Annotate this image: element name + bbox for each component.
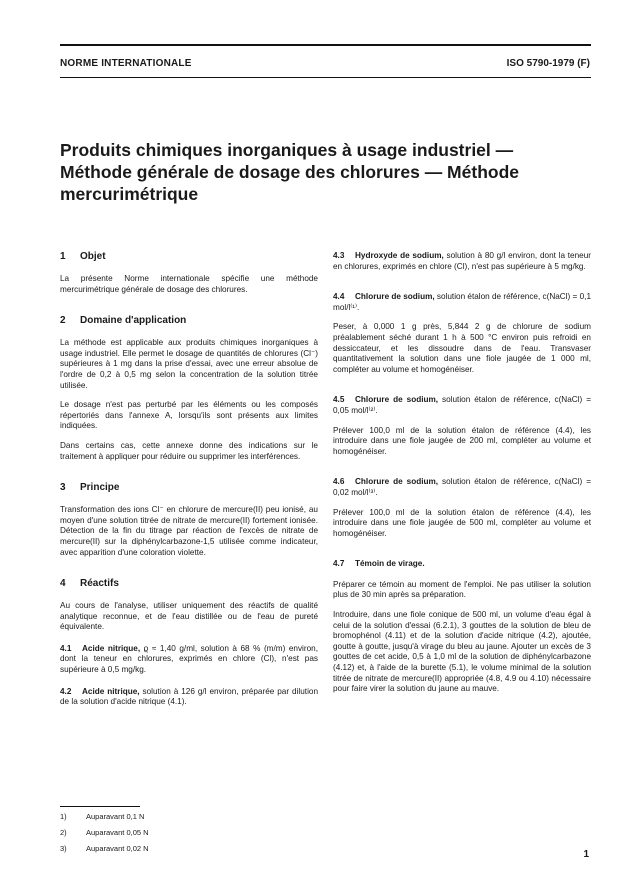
section-heading-2: 2 Domaine d'application	[60, 315, 187, 327]
subsection-4-6: 4.6 Chlorure de sodium, solution étalon de référence, c(NaCl) = 0,02 mol/l⁽³⁾.	[333, 477, 591, 497]
subsection-4-1: 4.1 Acide nitrique, ϱ ≈ 1,40 g/ml, solution à 68 % (m/m) environ, dont la teneur en chlorures, exprimés en chlore (Cl), n'est pas supérieure à 0,5 mg/kg.	[60, 643, 318, 675]
section-2-paragraph-3: Dans certains cas, cette annexe donne des indications sur le traitement à appliquer pour réduire ou supprimer les interférences.	[60, 440, 318, 461]
page-number: 1	[583, 849, 589, 860]
subsection-4-7: 4.7 Témoin de virage.	[333, 559, 425, 569]
document-title	[60, 139, 591, 205]
header-top-rule	[60, 44, 591, 46]
section-1-paragraph: La présente Norme internationale spécifie une méthode mercurimétrique générale de dosage des chlorures.	[60, 274, 318, 294]
section-2-paragraph-1: La méthode est applicable aux produits chimiques inorganiques à usage industriel. Elle permet le dosage de quantités de chlorures (Cl⁻) supérieures à 1 mg dans la prise d'essai, avec une erreur absolue de l'ordre de 0,2 à 0,5 mg selon la concentration de la solution titrée utilisée.	[60, 338, 318, 390]
subsection-4-7-paragraph-1: Préparer ce témoin au moment de l'emploi. Ne pas utiliser la solution plus de 30 min après sa préparation.	[333, 579, 591, 600]
subsection-4-4: 4.4 Chlorure de sodium, solution étalon de référence, c(NaCl) = 0,1 mol/l⁽¹⁾.	[333, 292, 591, 312]
subsection-4-7-paragraph-2: Introduire, dans une fiole conique de 500 ml, un volume d'eau égal à celui de la solution d'essai (6.2.1), 3 gouttes de la solution de bleu de bromophénol (4.11) et de la solution d'acide nitrique (4.2), ajoutée, goutte à goutte, jusqu'à virage du bleu au jaune. Ajouter un excès de 3 gouttes de cet acide, 0,5 à 1,0 ml de la solution de diphénylcarbazone (4.12) et, à l'aide de la burette (5.1), le volume minimal de la solution titrée de nitrate de mercure(II) appropriée (4.8, 4.9 ou 4.10) nécessaire pour faire virer la solution du jaune au mauve.	[333, 610, 591, 694]
title-line-3: mercurimétrique	[60, 184, 199, 204]
standard-type-label: NORME INTERNATIONALE	[60, 58, 192, 69]
title-line-2: Méthode générale de dosage des chlorures — Méthode	[60, 162, 519, 182]
subsection-4-3: 4.3 Hydroxyde de sodium, solution à 80 g/l environ, dont la teneur en chlorures, exprimés en chlore (Cl), n'est pas supérieure à 5 mg/kg.	[333, 251, 591, 271]
footnote-3: 3) Auparavant 0,02 N	[60, 844, 149, 853]
subsection-4-2: 4.2 Acide nitrique, solution à 126 g/l environ, préparée par dilution de la solution d'acide nitrique (4.1).	[60, 686, 318, 707]
subsection-4-5: 4.5 Chlorure de sodium, solution étalon de référence, c(NaCl) = 0,05 mol/l⁽²⁾.	[333, 395, 591, 415]
footnote-1: 1) Auparavant 0,1 N	[60, 812, 145, 821]
subsection-4-6-procedure: Prélever 100,0 ml de la solution étalon de référence (4.4), les introduire dans une fiole jaugée de 500 ml, compléter au volume et homogénéiser.	[333, 507, 591, 538]
right-column	[333, 251, 591, 695]
header-bottom-rule	[60, 77, 591, 78]
standard-reference: ISO 5790-1979 (F)	[506, 58, 590, 69]
section-3-paragraph: Transformation des ions Cl⁻ en chlorure de mercure(II) peu ionisé, au moyen d'une solution titrée de nitrate de mercure(II) fortement ionisée. Détection de la fin du titrage par réaction de l'excès de nitrate de mercure(II) sur la diphénylcarbazone-1,5 utilisée comme indicateur, avec apparition d'une coloration violette.	[60, 505, 318, 557]
section-heading-3: 3 Principe	[60, 482, 120, 494]
title-line-1: Produits chimiques inorganiques à usage industriel —	[60, 140, 514, 160]
footnote-2: 2) Auparavant 0,05 N	[60, 828, 149, 837]
section-4-paragraph: Au cours de l'analyse, utiliser uniquement des réactifs de qualité analytique reconnue, et de l'eau distillée ou de l'eau de pureté équivalente.	[60, 601, 318, 632]
section-2-paragraph-2: Le dosage n'est pas perturbé par les éléments ou les composés répertoriés dans l'annexe A, lorsqu'ils sont présents aux limites indiquées.	[60, 400, 318, 431]
section-heading-1: 1 Objet	[60, 251, 106, 262]
subsection-4-5-procedure: Prélever 100,0 ml de la solution étalon de référence (4.4), les introduire dans une fiole jaugée de 200 ml, compléter au volume et homogénéiser.	[333, 425, 591, 456]
footnote-rule	[60, 806, 140, 807]
left-column	[60, 251, 318, 708]
subsection-4-4-procedure: Peser, à 0,000 1 g près, 5,844 2 g de chlorure de sodium préalablement séché durant 1 h à 500 °C environ puis refroidi en dessiccateur, et les dissoudre dans de l'eau. Transvaser quantitativement la solution dans une fiole jaugée de 1 000 ml, compléter au volume et homogénéiser.	[333, 322, 591, 374]
section-heading-4: 4 Réactifs	[60, 578, 119, 590]
